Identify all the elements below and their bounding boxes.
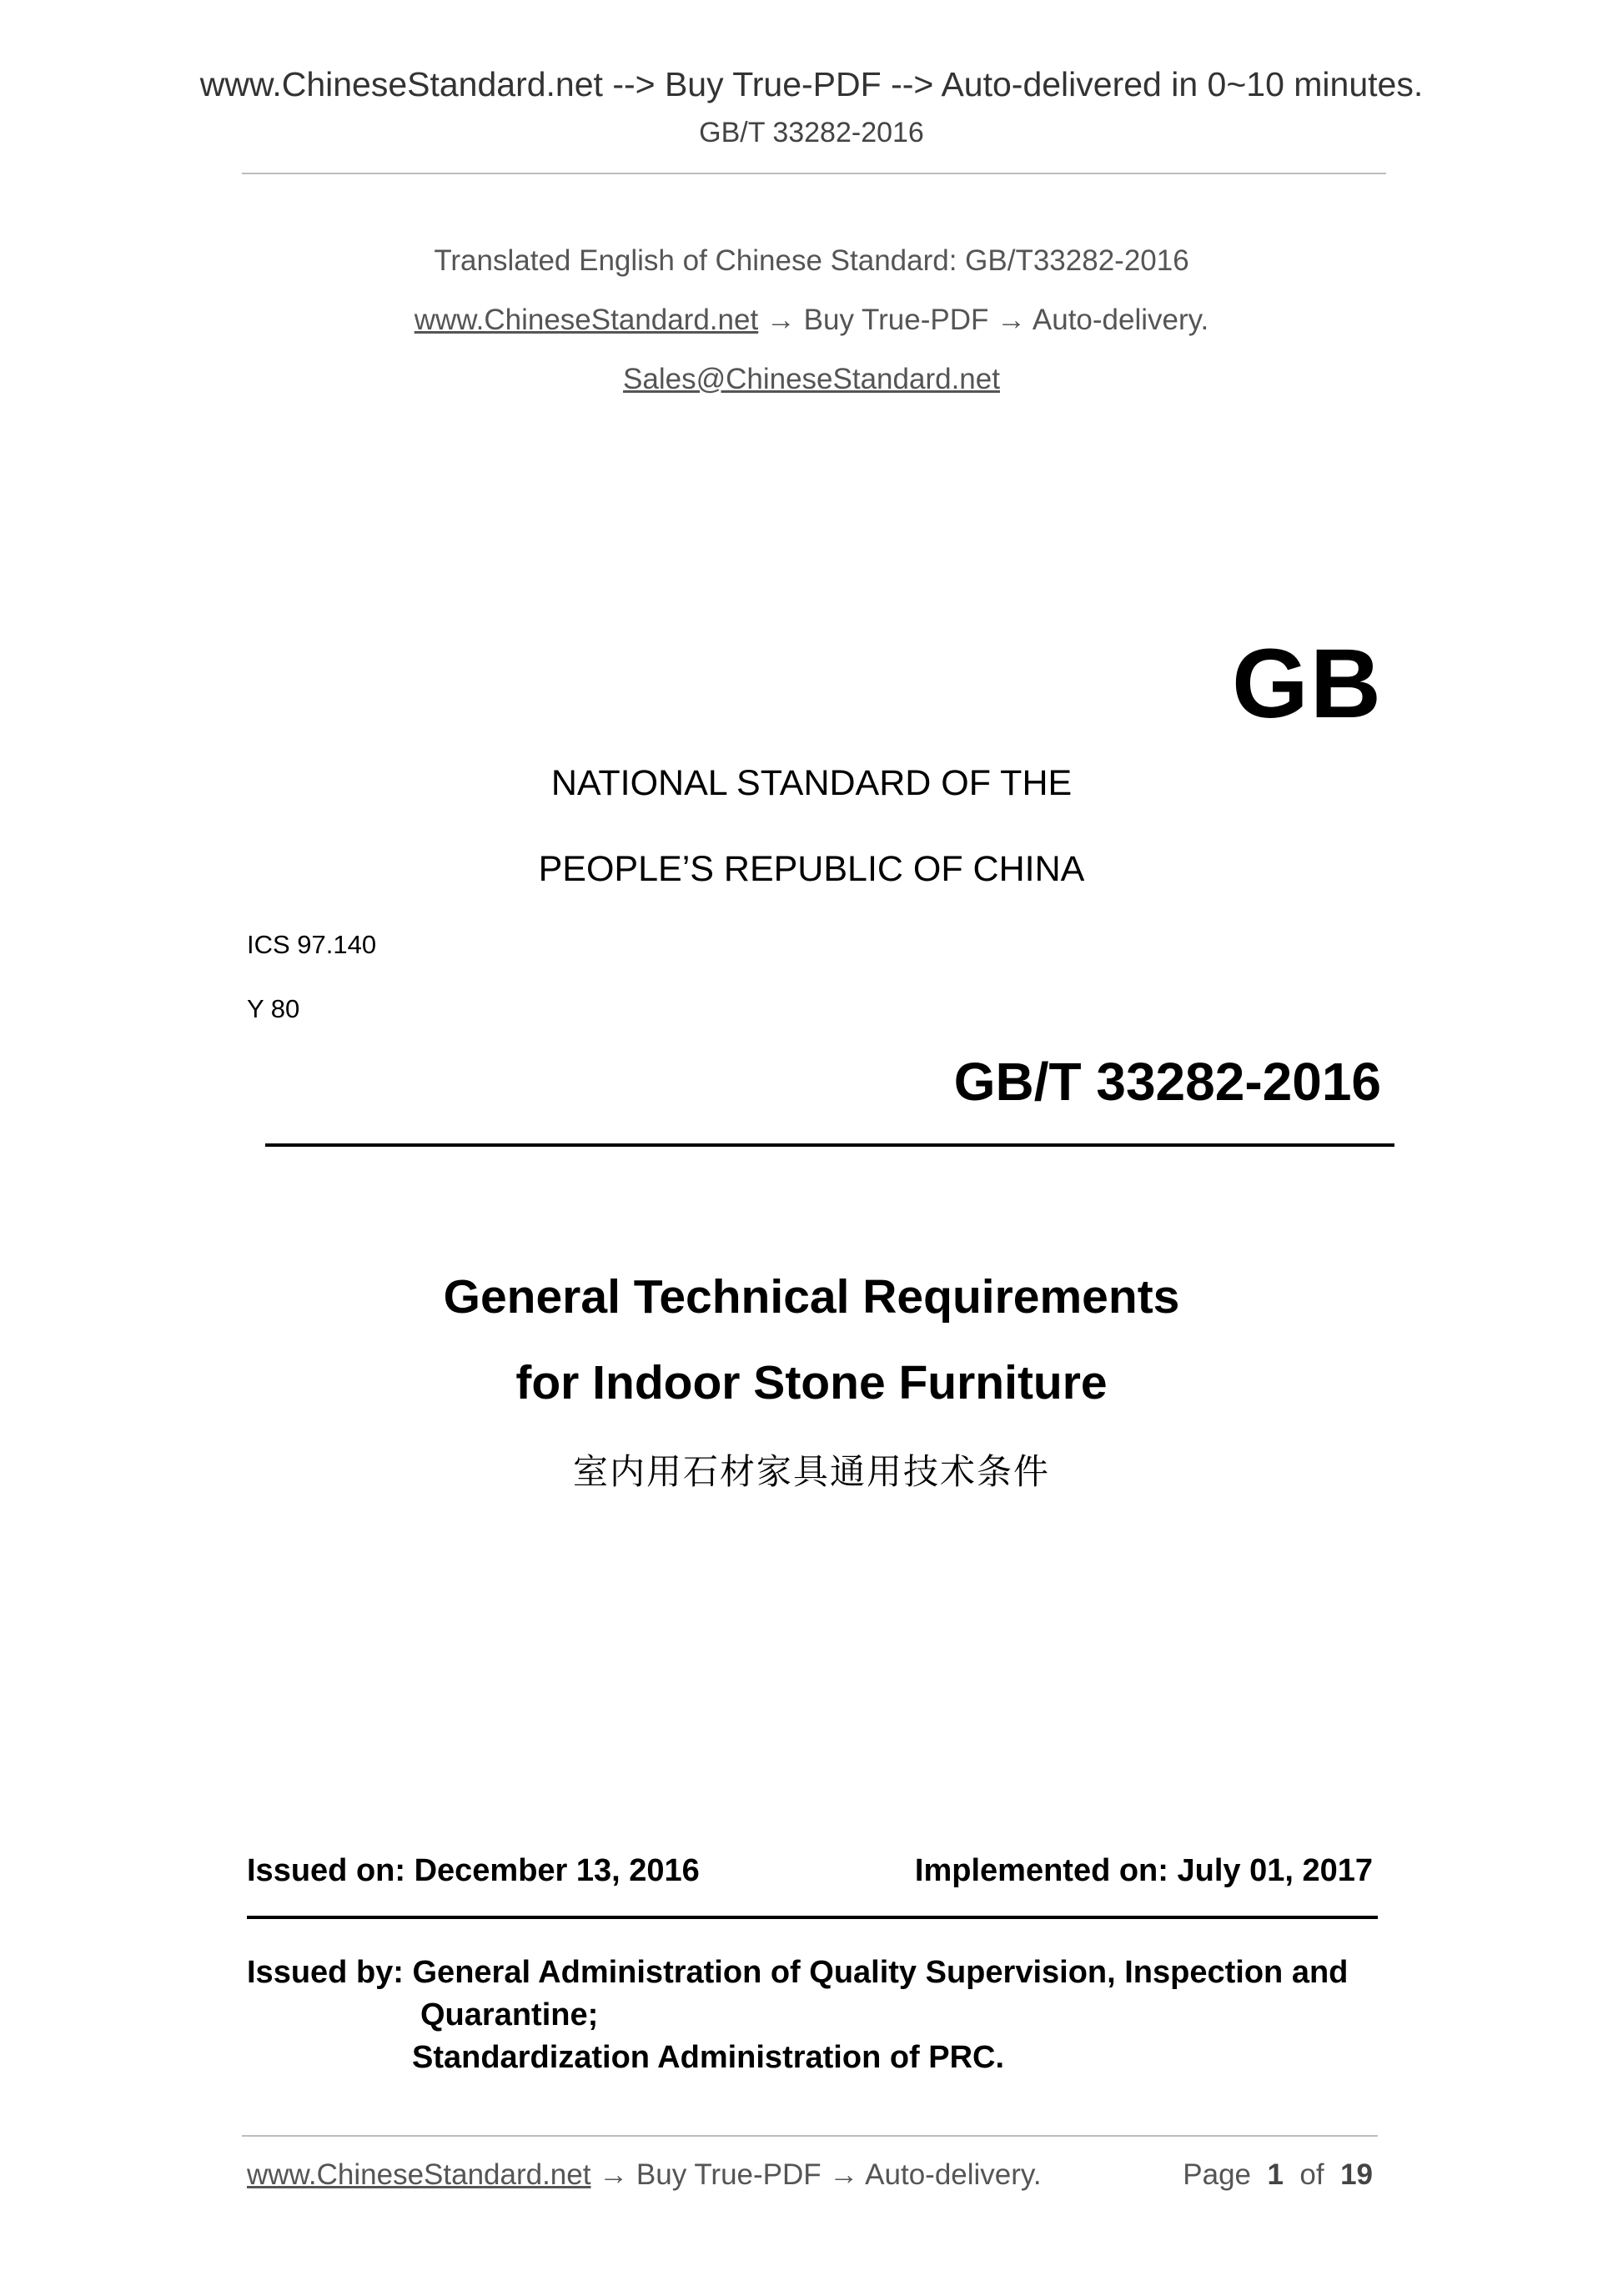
national-standard-line-2: PEOPLE’S REPUBLIC OF CHINA (538, 849, 1085, 889)
footer-site-link[interactable]: www.ChineseStandard.net (247, 2158, 591, 2191)
header-standard-code: GB/T 33282-2016 (699, 117, 924, 148)
footer-divider (242, 2135, 1378, 2137)
issued-by-line-1: Issued by: General Administration of Quality Supervision, Inspection and (247, 1955, 1349, 1990)
translated-notice: Translated English of Chinese Standard: GB/T33282-2016 (434, 244, 1189, 277)
ccs-code: Y 80 (247, 994, 300, 1023)
gb-logo: GB (1232, 629, 1383, 739)
sales-line (0, 363, 1623, 396)
page-current: 1 (1267, 2158, 1284, 2191)
footer-delivery-line (247, 2158, 1042, 2192)
issued-on-date: Issued on: December 13, 2016 (247, 1853, 700, 1888)
title-line-1: General Technical Requirements (443, 1270, 1180, 1324)
footer-delivery-text: → Buy True-PDF → Auto-delivery. (599, 2158, 1042, 2191)
issue-date-rule (247, 1916, 1378, 1919)
issued-by-block (247, 1952, 1398, 2079)
delivery-line (0, 304, 1623, 337)
header-divider (242, 173, 1386, 174)
delivery-text: → Buy True-PDF → Auto-delivery. (766, 304, 1209, 336)
page-total: 19 (1340, 2158, 1373, 2191)
site-link[interactable]: www.ChineseStandard.net (414, 304, 759, 336)
standard-number: GB/T 33282-2016 (953, 1052, 1381, 1112)
header-banner: www.ChineseStandard.net --> Buy True-PDF --> Auto-delivered in 0~10 minutes. (199, 65, 1424, 103)
page-of-label: of (1299, 2158, 1324, 2191)
ics-code: ICS 97.140 (247, 930, 377, 959)
page-indicator (1183, 2158, 1373, 2192)
national-standard-line-1: NATIONAL STANDARD OF THE (550, 763, 1073, 803)
issued-by-line-2: Quarantine; (420, 1997, 599, 2032)
page-label: Page (1183, 2158, 1252, 2191)
title-chinese: 室内用石材家具通用技术条件 (572, 1452, 1050, 1491)
implemented-on-date: Implemented on: July 01, 2017 (914, 1853, 1373, 1888)
issued-by-line-3: Standardization Administration of PRC. (412, 2040, 1005, 2075)
standard-number-rule (265, 1143, 1394, 1147)
sales-email-link[interactable]: Sales@ChineseStandard.net (623, 363, 1000, 395)
title-line-2: for Indoor Stone Furniture (515, 1356, 1108, 1409)
